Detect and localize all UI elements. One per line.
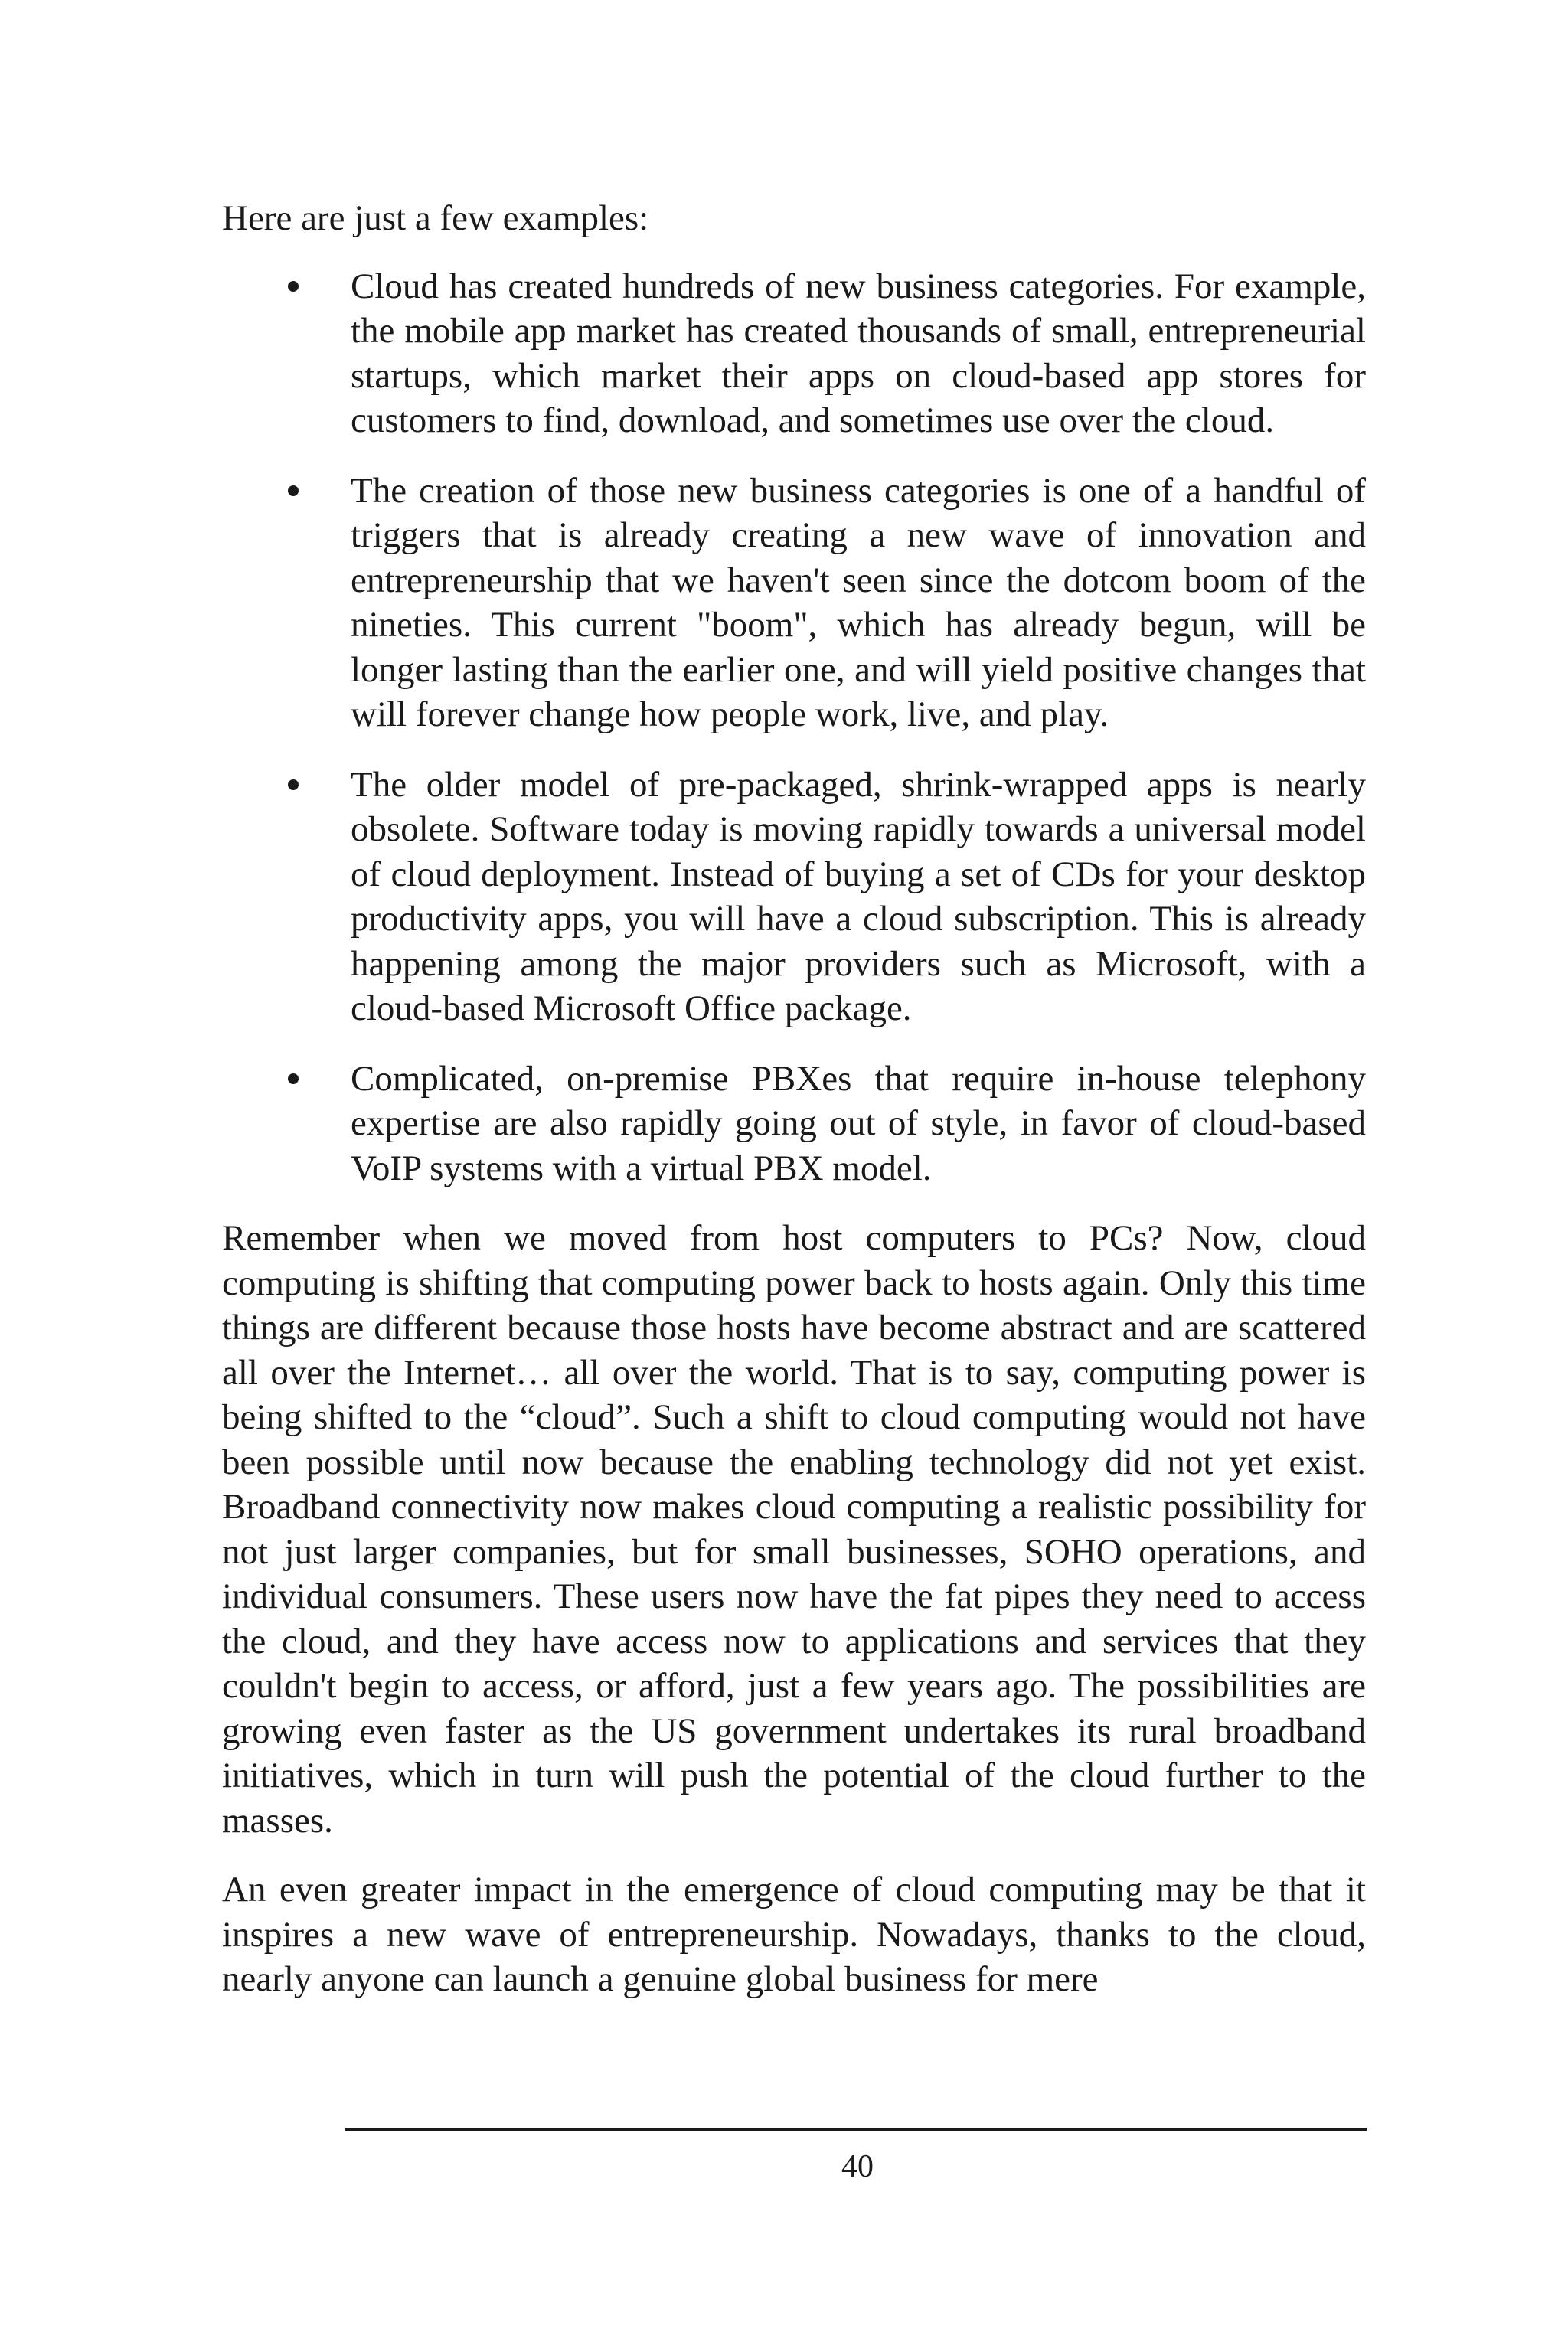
bullet-dot-icon <box>288 485 299 496</box>
bullet-item <box>222 763 1366 1031</box>
footer-divider <box>345 2128 1367 2132</box>
bullet-dot-icon <box>288 779 299 790</box>
intro-line: Here are just a few examples: <box>222 198 649 238</box>
body-paragraph: Remember when we moved from host computers to PCs? Now, cloud computing is shifting that computing power back to hosts again. Only this time things are different because those hosts have become abstract and are scattered all over the Internet… all over the world. That is to say, computing power is being shifted to the “cloud”. Such a shift to cloud computing would not have been possible until now because the enabling technology did not yet exist. Broadband connectivity now makes cloud computing a realistic possibility for not just larger companies, but for small businesses, SOHO operations, and individual consumers. These users now have the fat pipes they need to access the cloud, and they have access now to applications and services that they couldn't begin to access, or afford, just a few years ago. The possibilities are growing even faster as the US government undertakes its rural broadband initiatives, which in turn will push the potential of the cloud further to the masses. <box>222 1218 1366 1841</box>
page-number: 40 <box>841 2149 874 2184</box>
bullet-item <box>222 264 1366 443</box>
bullet-list <box>222 264 1366 1191</box>
bullet-dot-icon <box>288 1073 299 1084</box>
bullet-item <box>222 1057 1366 1191</box>
page-body <box>222 196 1366 2027</box>
bullet-text: The creation of those new business categories is one of a handful of triggers that is already creating a new wave of innovation and entrepreneurship that we haven't seen since the dotcom boom of the nineties. This current "boom", which has already begun, will be longer lasting than the earlier one, and will yield positive changes that will forever change how people work, live, and play. <box>351 470 1366 734</box>
bullet-text: Cloud has created hundreds of new business categories. For example, the mobile app market has created thousands of small, entrepreneurial startups, which market their apps on cloud-based app stores for customers to find, download, and sometimes use over the cloud. <box>351 266 1366 440</box>
bullet-item <box>222 469 1366 737</box>
bullet-text: Complicated, on-premise PBXes that require in-house telephony expertise are also rapidly going out of style, in favor of cloud-based VoIP systems with a virtual PBX model. <box>351 1058 1366 1188</box>
body-paragraph: An even greater impact in the emergence of cloud computing may be that it inspires a new wave of entrepreneurship. Nowadays, thanks to the cloud, nearly anyone can launch a genuine global business for mere <box>222 1870 1366 1999</box>
bullet-dot-icon <box>288 281 299 292</box>
bullet-text: The older model of pre-packaged, shrink-wrapped apps is nearly obsolete. Software today is moving rapidly towards a universal model of cloud deployment. Instead of buying a set of CDs for your desktop productivity apps, you will have a cloud subscription. This is already happening among the major providers such as Microsoft, with a cloud-based Microsoft Office package. <box>351 764 1366 1028</box>
